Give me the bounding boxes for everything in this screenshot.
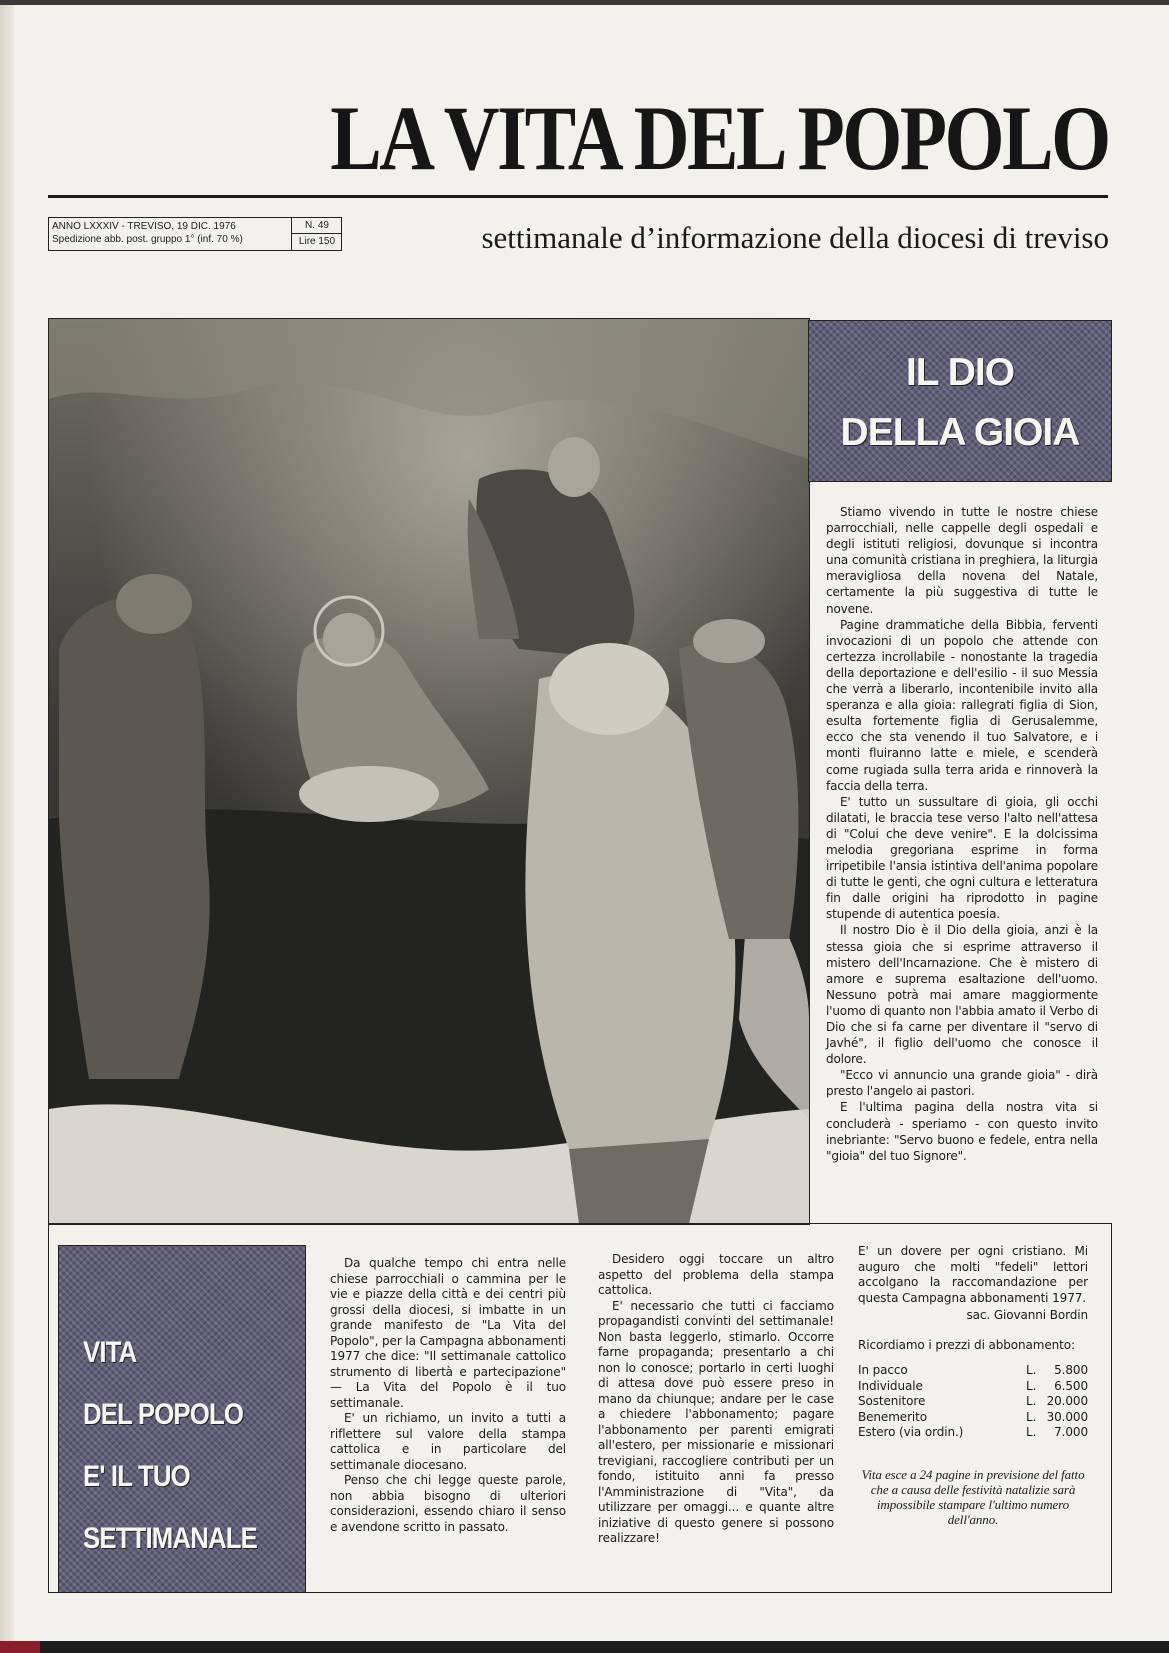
price-list xyxy=(858,1363,1088,1441)
masthead-subtitle: settimanale d’informazione della diocesi di treviso xyxy=(481,220,1109,255)
price-label: Individuale xyxy=(858,1378,923,1393)
masthead-rule xyxy=(48,195,1108,198)
price-row xyxy=(858,1363,1088,1379)
lead-paragraph: Il nostro Dio è il Dio della gioia, anzi è la stessa gioia che si esprime attraverso il mistero dell'Incarnazione. Che è mistero di amore e suprema esaltazione dell'uomo. Nessuno potrà mai amare maggiormente l'uomo di quanto non l'abbia amato il Verbo di Dio che si fa carne per diventare il "servo di Javhé", il figlio dell'uomo che conosce il dolore. xyxy=(826,923,1098,1067)
price-currency: L. xyxy=(1026,1363,1037,1377)
price-value: 20.000 xyxy=(1046,1394,1088,1408)
lead-title-box xyxy=(808,320,1112,482)
issue-number-price xyxy=(291,218,342,250)
publication-note: Vita esce a 24 pagine in previsione del fatto che a causa delle festività natalizie sarà impossibile stampare l'ultimo numero dell'anno. xyxy=(861,1466,1085,1527)
price-label: Estero (via ordin.) xyxy=(858,1425,964,1439)
issue-details xyxy=(52,220,288,246)
binding-ribbon xyxy=(0,1641,40,1653)
price-currency: L. xyxy=(1026,1378,1037,1393)
lead-title-line2: DELLA GIOIA xyxy=(840,411,1080,454)
lead-article xyxy=(826,504,1098,1164)
nativity-photo xyxy=(48,318,810,1225)
price-value: 5.800 xyxy=(1054,1363,1088,1377)
issue-info-box xyxy=(48,217,342,251)
price-currency: L. xyxy=(1026,1425,1037,1439)
lead-paragraph: E' tutto un sussultare di gioia, gli occhi dilatati, le braccia tese verso l'alto nell'attesa di "Colui che deve venire". E la dolcissima melodia gregoriana esprime in forma irripetibile l'ansia istintiva dell'anima popolare di tutte le genti, che ogni cultura e letteratura fin dalle origini ha riprodotto in pagine stupende di autentica poesia. xyxy=(826,794,1098,922)
issue-line-postage: Spedizione abb. post. gruppo 1° (inf. 70 %) xyxy=(52,234,243,245)
lead-paragraph: Stiamo vivendo in tutte le nostre chiese parrocchiali, nelle cappelle degli ospedali e degli istituti religiosi, dovunque si incontra una comunità cristiana in preghiera, la liturgia meravigliosa della novena del Natale, certamente la più suggestiva di tutte le novene. xyxy=(826,505,1098,616)
campaign-paragraph: E' necessario che tutti ci facciamo propagandisti convinti del settimanale! Non basta leggerlo, stimarlo. Occorre farne propaganda; presentarlo a chi non lo conosce; portarlo in certi luoghi di attesa dove può essere preso in mano da chiunque; andare per le case a chiedere l'abbonamento; pagare l'abbonamento per parenti emigrati all'estero, per missionarie e missionari trevigiani, raccogliere contributi per un fondo, istituito anni fa presso l'Amministrazione di "Vita", da utilizzare per omaggi... e quante altre iniziative di questo genere si possono realizzare! xyxy=(598,1298,834,1545)
campaign-column-1 xyxy=(330,1256,566,1535)
price-row xyxy=(858,1379,1088,1395)
lead-paragraph: "Ecco vi annuncio una grande gioia" - dirà presto l'angelo ai pastori. xyxy=(826,1068,1098,1099)
campaign-paragraph: Desidero oggi toccare un altro aspetto del problema della stampa cattolica. xyxy=(598,1252,834,1297)
author-signature: sac. Giovanni Bordin xyxy=(966,1308,1088,1322)
price-value: 7.000 xyxy=(1054,1425,1088,1439)
campaign-column-3 xyxy=(858,1244,1088,1527)
price-row xyxy=(858,1410,1088,1426)
page-bottom-edge xyxy=(0,1641,1169,1653)
price-value: 30.000 xyxy=(1046,1409,1088,1424)
lead-title-line1: IL DIO xyxy=(905,351,1015,394)
price-label: Benemerito xyxy=(858,1409,927,1424)
campaign-title-box xyxy=(58,1245,306,1593)
prices-intro: Ricordiamo i prezzi di abbonamento: xyxy=(858,1337,1075,1352)
price-currency: L. xyxy=(1026,1394,1037,1408)
lead-paragraph: Pagine drammatiche della Bibbia, ferventi invocazioni di un popolo che attende con certezza incrollabile - nonostante la tragedia della deportazione e dell'esilio - il suo Messia che verrà a liberarlo, incontenibile invito alla speranza e alla gioia: rallegrati figlia di Sion, esulta fortemente figlia di Gerusalemme, ecco che sta venendo il tuo Salvatore, e i monti fluiranno latte e miele, e scenderà come rugiada sulla terra arida e rinnoverà la faccia della terra. xyxy=(826,617,1098,793)
campaign-paragraph: Da qualche tempo chi entra nelle chiese parrocchiali o cammina per le vie e piazze della città e dei centri più grossi della diocesi, si imbatte in un grande manifesto de "La Vita del Popolo", per la Campagna abbonamenti 1977 che dice: "Il settimanale cattolico strumento di libertà e partecipazione" — La Vita del Popolo è il tuo settimanale. xyxy=(330,1256,566,1410)
price-label: Sostenitore xyxy=(858,1394,926,1408)
campaign-paragraph: Penso che chi legge queste parole, non abbia bisogno di ulteriori considerazioni, essendo chiaro il senso e avendone scritto in passato. xyxy=(330,1473,566,1534)
page-top-edge xyxy=(0,0,1169,5)
campaign-title-line3: E' IL TUO xyxy=(83,1460,190,1493)
price-label: In pacco xyxy=(858,1363,908,1377)
price-currency: L. xyxy=(1026,1409,1037,1424)
campaign-column-2 xyxy=(598,1252,834,1547)
masthead-title: LA VITA DEL POPOLO xyxy=(330,87,1109,189)
price-row xyxy=(858,1425,1088,1441)
issue-price: Lire 150 xyxy=(298,236,336,247)
issue-number: N. 49 xyxy=(292,218,342,234)
campaign-title-line4: SETTIMANALE xyxy=(83,1522,258,1555)
campaign-paragraph: E' un richiamo, un invito a tutti a riflettere sul valore della stampa cattolica e in particolare del settimanale diocesano. xyxy=(330,1411,566,1472)
campaign-closing-text: E' un dovere per ogni cristiano. Mi auguro che molti "fedeli" lettori accolgano la raccomandazione per questa Campagna abbonamenti 1977. xyxy=(858,1244,1088,1305)
issue-line-year-date: ANNO LXXXIV - TREVISO, 19 DIC. 1976 xyxy=(52,221,236,232)
price-row xyxy=(858,1394,1088,1410)
lead-paragraph: E l'ultima pagina della nostra vita si concluderà - speriamo - con questo invito inebriante: "Servo buono e fedele, entra nella "gioia" del tuo Signore". xyxy=(826,1100,1098,1163)
page-binding-edge xyxy=(0,0,14,1653)
campaign-title-line1: VITA xyxy=(83,1336,137,1369)
campaign-title-line2: DEL POPOLO xyxy=(83,1398,244,1431)
price-value: 6.500 xyxy=(1054,1378,1088,1393)
